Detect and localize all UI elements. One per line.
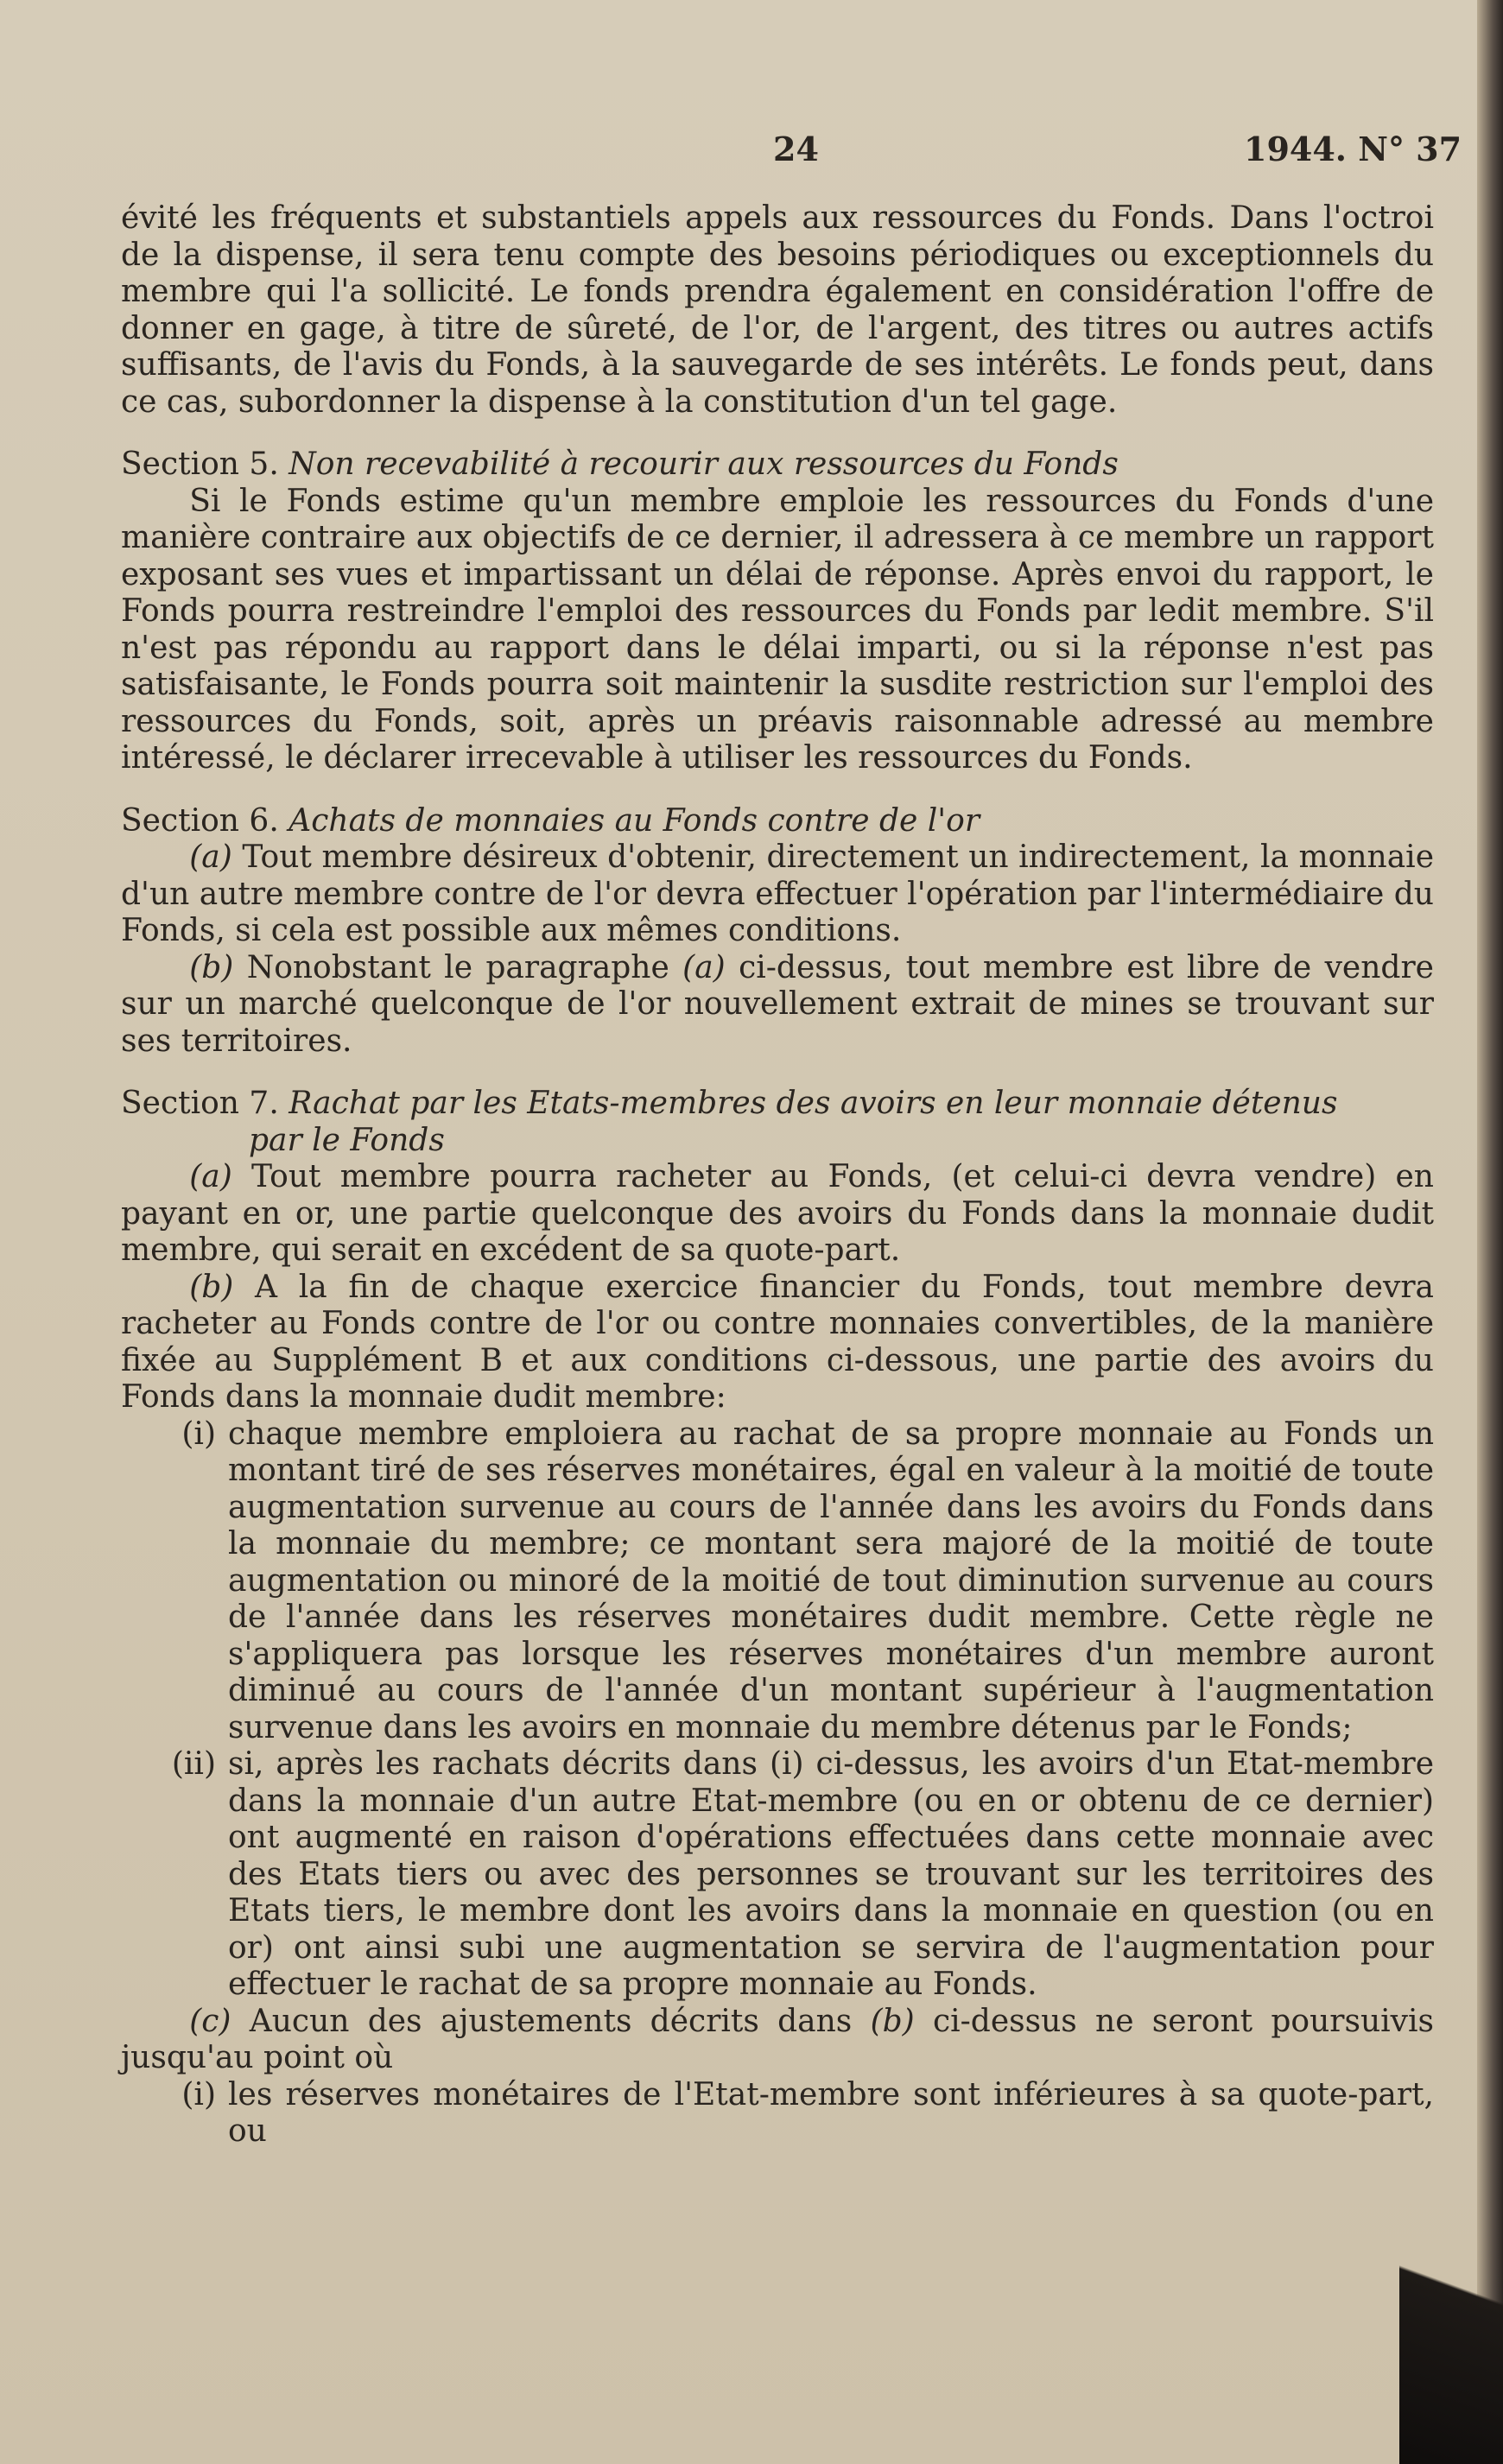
item-c-i-text: les réserves monétaires de l'Etat-membre sont inférieures à sa quote-part, ou — [228, 2076, 1434, 2149]
list-item — [121, 1416, 1434, 1747]
para-a-text: Tout membre désireux d'obtenir, directement un indirectement, la monnaie d'un autre membre contre de l'or devra effectuer l'opération par l'intermédiaire du Fonds, si cela est possible aux mêmes conditions. — [121, 839, 1435, 948]
para-a-text: Tout membre pourra racheter au Fonds, (et celui-ci devra vendre) en payant en or, une partie quelconque des avoirs du Fonds dans la monnaie dudit membre, qui serait en excédent de sa quote-part. — [121, 1159, 1434, 1268]
item-i-text: chaque membre emploiera au rachat de sa propre monnaie au Fonds un montant tiré de ses réserves monétaires, égal en valeur à la moitié de toute augmentation survenue au cours de l'année dans les avoirs du Fonds dans la monnaie du membre; ce montant sera majoré de la moitié de toute augmentation ou minoré de la moitié de tout diminution survenue au cours de l'année dans les réserves monétaires dudit membre. Cette règle ne s'appliquera pas lorsque les réserves monétaires d'un membre auront diminué au cours de l'année d'un montant supérieur à l'augmentation survenue dans les avoirs en monnaie du membre détenus par le Fonds; — [228, 1416, 1434, 1745]
section-7-title-line2: par le Fonds — [249, 1122, 445, 1158]
item-ii-text: si, après les rachats décrits dans (i) ci-dessus, les avoirs d'un Etat-membre dans la monnaie d'un autre Etat-membre (ou en or obtenu de ce dernier) ont augmenté en raison d'opérations effectuées dans cette monnaie avec des Etats tiers ou avec des personnes se trouvant sur les territoires des Etats tiers, le membre dont les avoirs dans la monnaie en question (ou en or) ont ainsi subi une augmentation se servira de l'augmentation pour effectuer le rachat de sa propre monnaie au Fonds. — [228, 1746, 1434, 2002]
para-b-text-1: Nonobstant le paragraphe — [246, 949, 669, 985]
item-ii-label: (ii) — [171, 1746, 216, 1782]
section-5-title: Non recevabilité à recourir aux ressources du Fonds — [289, 447, 1119, 482]
para-b-text: A la fin de chaque exercice financier du Fonds, tout membre devra racheter au Fonds contre de l'or ou contre monnaies convertibles, de la manière fixée au Supplément B et aux conditions ci-dessous, une partie des avoirs du Fonds dans la monnaie dudit membre: — [121, 1269, 1434, 1415]
section-7-label: Section 7. — [121, 1086, 279, 1121]
item-c-i-label: (i) — [181, 2076, 216, 2112]
para-c-text-1: Aucun des ajustements décrits dans — [249, 2003, 853, 2039]
item-i-label: (i) — [181, 1416, 216, 1452]
para-a-label: (a) — [189, 1159, 232, 1194]
page-header — [0, 130, 1477, 181]
list-item — [121, 2077, 1434, 2150]
section-6-label: Section 6. — [121, 802, 279, 839]
section-7-para-c — [121, 2004, 1434, 2077]
page-number: 24 — [773, 130, 819, 168]
section-6-para-b — [121, 950, 1434, 1061]
page-edge-shadow — [1477, 0, 1503, 2464]
year-reference: 1944. N° 37 — [1244, 130, 1462, 168]
intro-paragraph: évité les fréquents et substantiels appels aux ressources du Fonds. Dans l'octroi de la dispense, il sera tenu compte des besoins périodiques ou exceptionnels du membre qui l'a sollicité. Le fonds prendra également en considération l'offre de donner en gage, à titre de sûreté, de l'or, de l'argent, des titres ou autres actifs suffisants, de l'avis du Fonds, à la sauvegarde de ses intérêts. Le fonds peut, dans ce cas, subordonner la dispense à la constitution d'un tel gage. — [121, 200, 1434, 420]
para-b-ref: (a) — [682, 949, 726, 985]
para-b-label: (b) — [189, 949, 234, 985]
section-7-para-b — [121, 1270, 1434, 1416]
document-body — [121, 200, 1434, 2150]
para-c-text-2: ci-dessus ne seront poursuivis jusqu'au point où — [121, 2003, 1434, 2075]
section-7-heading — [121, 1086, 1434, 1159]
section-7-para-a — [121, 1159, 1434, 1270]
section-6-title: Achats de monnaies au Fonds contre de l'or — [289, 802, 980, 839]
para-b-text-2: ci-dessus, tout membre est libre de vendre sur un marché quelconque de l'or nouvellement extrait de mines se trouvant sur ses territoires. — [121, 949, 1434, 1059]
section-5-heading — [121, 447, 1434, 484]
para-b-label: (b) — [189, 1269, 234, 1305]
section-5-label: Section 5. — [121, 447, 279, 482]
list-item — [121, 1746, 1434, 2004]
section-5-body: Si le Fonds estime qu'un membre emploie les ressources du Fonds d'une manière contraire aux objectifs de ce dernier, il adressera à ce membre un rapport exposant ses vues et impartissant un délai de réponse. Après envoi du rapport, le Fonds pourra restreindre l'emploi des ressources du Fonds par ledit membre. S'il n'est pas répondu au rapport dans le délai imparti, ou si la réponse n'est pas satisfaisante, le Fonds pourra soit maintenir la susdite restriction sur l'emploi des ressources du Fonds, soit, après un préavis raisonnable adressé au membre intéressé, le déclarer irrecevable à utiliser les ressources du Fonds. — [121, 483, 1434, 776]
para-c-ref: (b) — [870, 2003, 915, 2039]
section-6-heading — [121, 803, 1434, 840]
page-corner-shadow — [1399, 2170, 1503, 2464]
para-c-label: (c) — [189, 2003, 231, 2039]
para-a-label: (a) — [189, 839, 232, 875]
section-7-title-line1: Rachat par les Etats-membres des avoirs en leur monnaie détenus — [289, 1086, 1338, 1121]
section-6-para-a — [121, 839, 1434, 950]
